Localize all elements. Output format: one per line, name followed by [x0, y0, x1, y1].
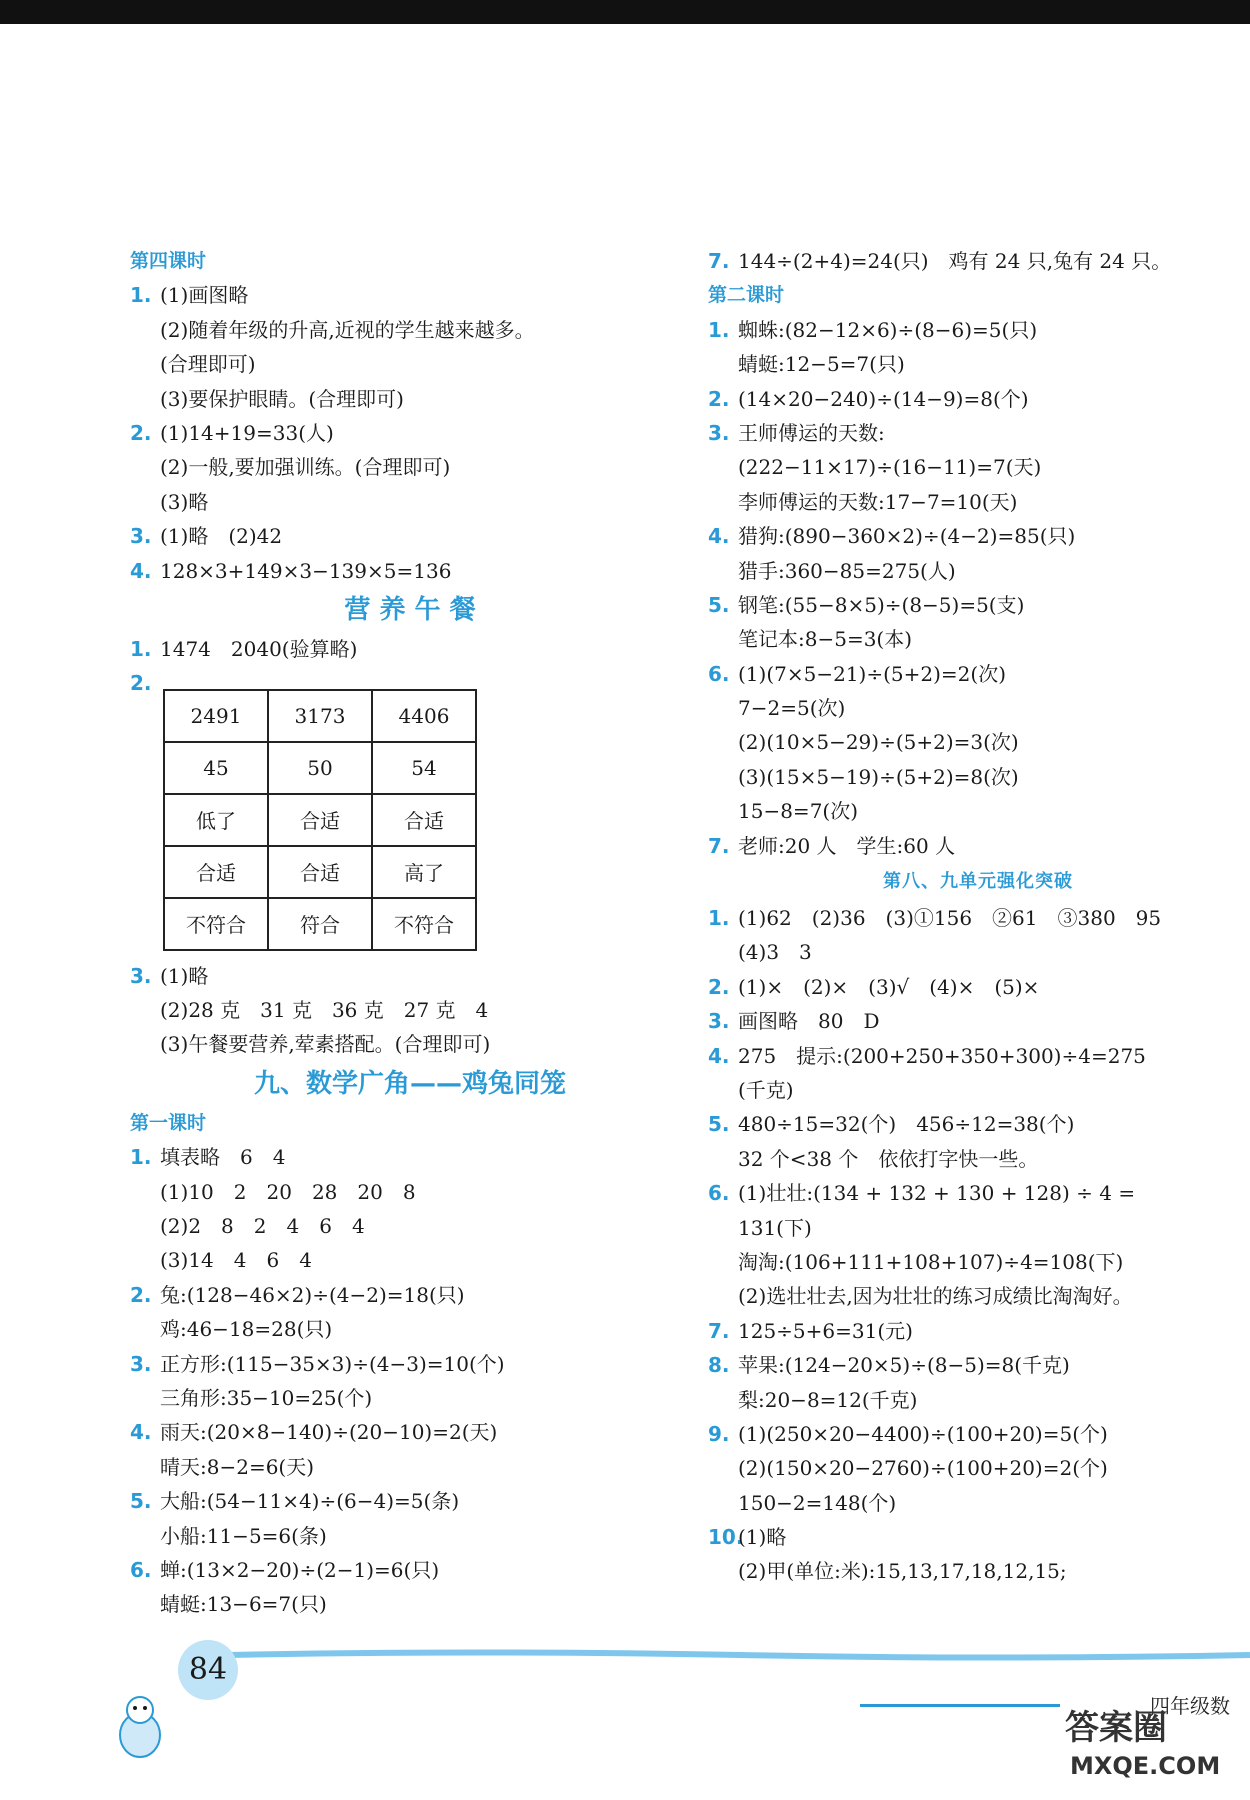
answer-line	[130, 1347, 690, 1381]
answer-line	[708, 1039, 1248, 1073]
answer-line: 笔记本:8−5=3(本)	[738, 627, 913, 652]
answer-line	[708, 244, 1248, 278]
answer-line	[130, 278, 690, 312]
answer-text: 480÷15=32(个) 456÷12=38(个)	[738, 1112, 1075, 1137]
table-cell: 2491	[164, 690, 268, 742]
answer-line	[708, 1314, 1248, 1348]
answer-line	[708, 829, 1248, 863]
answer-text: (1)画图略	[160, 283, 249, 308]
answer-text: 128×3+149×3−139×5=136	[160, 558, 452, 583]
question-number: 1.	[708, 906, 730, 931]
lesson-heading: 第二课时	[708, 284, 785, 307]
answer-line: (2)28 克 31 克 36 克 27 克 4	[160, 998, 489, 1023]
question-number: 3.	[130, 963, 152, 988]
question-number: 6.	[130, 1557, 152, 1582]
answer-text: 钢笔:(55−8×5)÷(8−5)=5(支)	[738, 592, 1025, 617]
table-row	[164, 846, 476, 898]
table-cell: 3173	[268, 690, 372, 742]
answer-text: 画图略 80 D	[738, 1009, 880, 1034]
question-number: 2.	[130, 671, 152, 696]
answer-line	[708, 1176, 1248, 1210]
question-number: 7.	[708, 833, 730, 858]
answer-line	[130, 1140, 690, 1174]
answer-text: 填表略 6 4	[160, 1145, 286, 1170]
answer-line: 李师傅运的天数:17−7=10(天)	[738, 489, 1018, 514]
question-number: 5.	[708, 1112, 730, 1137]
answer-line: (1)10 2 20 28 20 8	[160, 1179, 416, 1204]
answer-line	[130, 1415, 690, 1449]
answer-line	[130, 1553, 690, 1587]
answer-text: 正方形:(115−35×3)÷(4−3)=10(个)	[160, 1351, 505, 1376]
table-cell: 符合	[268, 898, 372, 950]
table-cell: 合适	[372, 794, 476, 846]
answer-line: 猎手:360−85=275(人)	[738, 558, 956, 583]
table-cell: 4406	[372, 690, 476, 742]
watermark-logo: 答案圈	[1065, 1708, 1167, 1748]
question-number: 4.	[130, 1420, 152, 1445]
answer-text: (1)壮壮:(134 + 132 + 130 + 128) ÷ 4 =	[738, 1181, 1136, 1206]
answer-text: (1)× (2)× (3)√ (4)× (5)×	[738, 974, 1040, 999]
answer-line: 131(下)	[738, 1215, 812, 1240]
question-number: 6.	[708, 661, 730, 686]
question-number: 7.	[708, 249, 730, 273]
answer-line: (千克)	[738, 1077, 794, 1102]
answer-line	[708, 901, 1248, 935]
answer-line	[130, 1484, 690, 1518]
answer-line	[708, 588, 1248, 622]
answer-text: (1)62 (2)36 (3)①156 ②61 ③380 95	[738, 906, 1162, 931]
answer-line	[708, 1107, 1248, 1141]
answer-line: 鸡:46−18=28(只)	[160, 1317, 333, 1342]
question-number: 1.	[708, 317, 730, 342]
answer-line	[708, 519, 1248, 553]
answer-text: 老师:20 人 学生:60 人	[738, 833, 956, 858]
answer-line	[708, 970, 1248, 1004]
answer-line: (3)午餐要营养,荤素搭配。(合理即可)	[160, 1032, 491, 1057]
answer-line: (2)一般,要加强训练。(合理即可)	[160, 455, 451, 480]
answer-line: (2)选壮壮去,因为壮壮的练习成绩比淘淘好。	[738, 1284, 1133, 1309]
answer-line: 蜻蜓:12−5=7(只)	[738, 352, 905, 377]
answer-line: (合理即可)	[160, 352, 256, 377]
answer-line	[708, 1348, 1248, 1382]
footer-rule	[860, 1704, 1060, 1707]
answer-text: (1)略	[160, 963, 209, 988]
section-title: 九、数学广角——鸡兔同笼	[253, 1068, 566, 1099]
answer-table	[163, 689, 477, 951]
answer-line: (2)随着年级的升高,近视的学生越来越多。	[160, 317, 535, 342]
question-number: 7.	[708, 1318, 730, 1343]
question-number: 3.	[130, 1351, 152, 1376]
answer-line: (4)3 3	[738, 940, 812, 965]
question-number: 3.	[708, 1009, 730, 1034]
answer-line	[708, 382, 1248, 416]
answer-line	[708, 1520, 1248, 1554]
answer-text: 125÷5+6=31(元)	[738, 1318, 913, 1343]
question-number: 1.	[130, 283, 152, 308]
question-number: 9.	[708, 1421, 730, 1446]
answer-line: 150−2=148(个)	[738, 1490, 897, 1515]
table-cell: 合适	[268, 794, 372, 846]
watermark-url: MXQE.COM	[1070, 1752, 1221, 1780]
answer-line: (3)要保护眼睛。(合理即可)	[160, 386, 404, 411]
question-number: 6.	[708, 1181, 730, 1206]
table-cell: 50	[268, 742, 372, 794]
answer-line	[708, 1004, 1248, 1038]
table-row	[164, 898, 476, 950]
question-number: 4.	[708, 1043, 730, 1068]
answer-line: 三角形:35−10=25(个)	[160, 1385, 373, 1410]
answer-text: 大船:(54−11×4)÷(6−4)=5(条)	[160, 1489, 460, 1514]
question-number: 1.	[130, 1145, 152, 1170]
answer-line: 晴天:8−2=6(天)	[160, 1454, 315, 1479]
answer-line: 7−2=5(次)	[738, 696, 846, 721]
section-title: 营 养 午 餐	[344, 594, 476, 625]
answer-text: 275 提示:(200+250+350+300)÷4=275	[738, 1043, 1146, 1068]
table-row	[164, 690, 476, 742]
answer-line: (222−11×17)÷(16−11)=7(天)	[738, 455, 1042, 480]
mascot-icon	[110, 1690, 170, 1760]
answer-line	[130, 554, 690, 588]
answer-line: (3)(15×5−19)÷(5+2)=8(次)	[738, 764, 1019, 789]
table-cell: 高了	[372, 846, 476, 898]
answer-text: (14×20−240)÷(14−9)=8(个)	[738, 386, 1029, 411]
question-number: 5.	[708, 592, 730, 617]
answer-line	[708, 313, 1248, 347]
answer-text: 雨天:(20×8−140)÷(20−10)=2(天)	[160, 1420, 498, 1445]
answer-text: (1)(7×5−21)÷(5+2)=2(次)	[738, 661, 1007, 686]
answer-line	[708, 1417, 1248, 1451]
answer-line: (2)(150×20−2760)÷(100+20)=2(个)	[738, 1456, 1108, 1481]
answer-line: 蜻蜓:13−6=7(只)	[160, 1592, 327, 1617]
question-number: 1.	[130, 636, 152, 661]
footer-wave-decoration	[230, 1648, 1250, 1662]
answer-text: (1)略 (2)42	[160, 524, 283, 549]
lesson-heading: 第一课时	[130, 1111, 207, 1134]
answer-line	[130, 519, 690, 553]
answer-text: 王师傅运的天数:	[738, 420, 885, 445]
answer-text: 蝉:(13×2−20)÷(2−1)=6(只)	[160, 1557, 440, 1582]
question-number: 2.	[130, 1282, 152, 1307]
table-cell: 不符合	[372, 898, 476, 950]
answer-line	[708, 657, 1248, 691]
table-row	[164, 794, 476, 846]
table-cell: 不符合	[164, 898, 268, 950]
left-column	[130, 244, 690, 1622]
answer-line: 淘淘:(106+111+108+107)÷4=108(下)	[738, 1249, 1124, 1274]
question-number: 4.	[130, 558, 152, 583]
answer-line: 小船:11−5=6(条)	[160, 1523, 327, 1548]
answer-text: 兔:(128−46×2)÷(4−2)=18(只)	[160, 1282, 465, 1307]
question-number: 2.	[130, 420, 152, 445]
answer-line	[130, 1278, 690, 1312]
grade-label: 四年级数	[1150, 1694, 1230, 1718]
right-column	[708, 244, 1248, 1589]
answer-line: 15−8=7(次)	[738, 799, 859, 824]
question-number: 3.	[130, 524, 152, 549]
question-number: 10.	[708, 1525, 744, 1550]
question-number: 5.	[130, 1489, 152, 1514]
answer-line	[130, 416, 690, 450]
question-number: 8.	[708, 1353, 730, 1378]
answer-text: 蜘蛛:(82−12×6)÷(8−6)=5(只)	[738, 317, 1038, 342]
answer-line: 梨:20−8=12(千克)	[738, 1387, 918, 1412]
table-row	[164, 742, 476, 794]
answer-text: (1)略	[738, 1525, 787, 1550]
lesson-heading: 第四课时	[130, 250, 207, 272]
answer-line	[130, 632, 690, 666]
table-cell: 合适	[164, 846, 268, 898]
answer-line: (3)14 4 6 4	[160, 1248, 312, 1273]
answer-text: 苹果:(124−20×5)÷(8−5)=8(千克)	[738, 1353, 1070, 1378]
answer-line: (3)略	[160, 489, 209, 514]
answer-text: 1474 2040(验算略)	[160, 636, 358, 661]
question-number: 4.	[708, 524, 730, 549]
answer-text: 猎狗:(890−360×2)÷(4−2)=85(只)	[738, 524, 1076, 549]
answer-text: (1)14+19=33(人)	[160, 420, 334, 445]
section-title: 第八、九单元强化突破	[883, 871, 1073, 893]
answer-line	[708, 416, 1248, 450]
answer-line	[130, 959, 690, 993]
table-cell: 45	[164, 742, 268, 794]
answer-line: (2)甲(单位:米):15,13,17,18,12,15;	[738, 1559, 1067, 1584]
answer-line: 32 个<38 个 依依打字快一些。	[738, 1146, 1039, 1171]
page-number: 84	[178, 1640, 238, 1700]
answer-line: (2)(10×5−29)÷(5+2)=3(次)	[738, 730, 1019, 755]
table-cell: 合适	[268, 846, 372, 898]
table-cell: 54	[372, 742, 476, 794]
answer-text: (1)(250×20−4400)÷(100+20)=5(个)	[738, 1421, 1108, 1446]
table-cell: 低了	[164, 794, 268, 846]
question-number: 2.	[708, 386, 730, 411]
answer-text: 144÷(2+4)=24(只) 鸡有 24 只,兔有 24 只。	[738, 249, 1172, 273]
question-number: 2.	[708, 974, 730, 999]
answer-line: (2)2 8 2 4 6 4	[160, 1214, 365, 1239]
question-number: 3.	[708, 420, 730, 445]
